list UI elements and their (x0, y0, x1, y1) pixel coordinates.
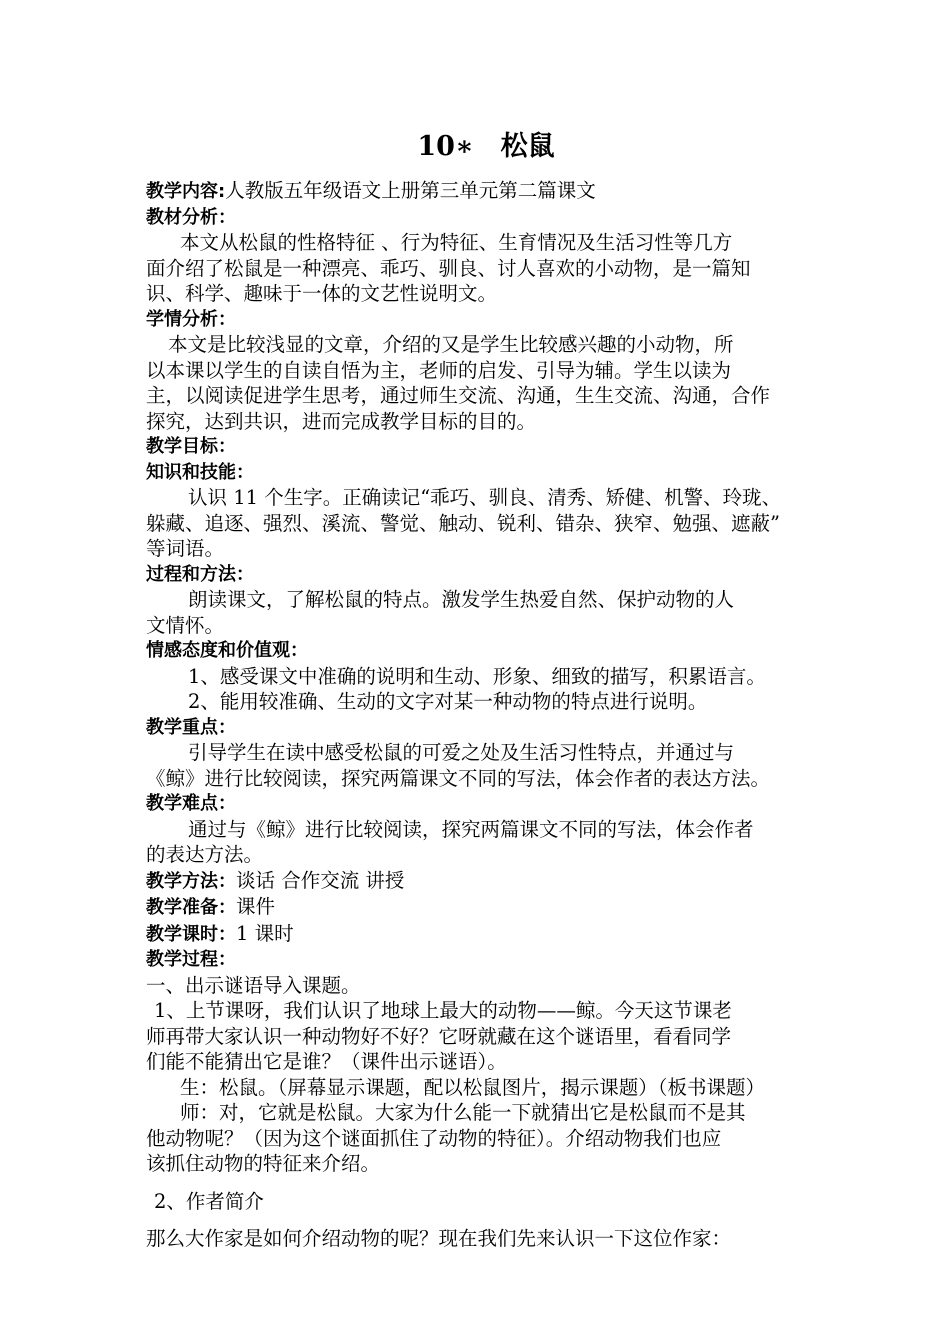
spacer (146, 1214, 826, 1226)
prep-value: 课件 (236, 895, 276, 918)
spacer (146, 1177, 826, 1189)
author-heading: 2、作者简介 (154, 1189, 264, 1213)
emotion-line: 1、感受课文中准确的说明和生动、形象、细致的描写，积累语言。 (188, 664, 766, 688)
emotion-heading: 情感态度和价值观： (146, 640, 308, 661)
process-heading: 过程和方法： (146, 563, 254, 585)
method-row (146, 868, 826, 895)
procedure-step: 一、出示谜语导入课题。 (146, 973, 361, 997)
knowledge-heading: 知识和技能： (146, 461, 254, 483)
teacher-line: 他动物呢？（因为这个谜面抓住了动物的特征）。介绍动物我们也应 (146, 1126, 722, 1150)
content-row (146, 178, 826, 205)
document-page (146, 130, 826, 1252)
knowledge-line: 躲藏、追逐、强烈、溪流、警觉、触动、锐利、错杂、狭窄、勉强、遮蔽” (146, 511, 780, 535)
process-line: 文情怀。 (146, 613, 225, 637)
student-heading: 学情分析： (146, 308, 236, 330)
author-intro: 那么大作家是如何介绍动物的呢？现在我们先来认识一下这位作家： (146, 1227, 732, 1250)
analysis-line: 面介绍了松鼠是一种漂亮、乖巧、驯良、讨人喜欢的小动物，是一篇知 (146, 256, 751, 280)
process-line: 朗读课文，了解松鼠的特点。激发学生热爱自然、保护动物的人 (188, 588, 735, 611)
analysis-heading: 教材分析： (146, 206, 236, 228)
analysis-line: 识、科学、趣味于一体的文艺性说明文。 (146, 282, 498, 305)
difficulty-line: 通过与《鲸》进行比较阅读，探究两篇课文不同的写法，体会作者 (188, 817, 754, 841)
teacher-line: 该抓住动物的特征来介绍。 (146, 1152, 381, 1175)
difficulty-heading: 教学难点： (146, 793, 236, 814)
student-answer: 生：松鼠。（屏幕显示课题，配以松鼠图片，揭示课题）（板书课题） (180, 1075, 766, 1099)
procedure-line: 1、上节课呀，我们认识了地球上最大的动物——鲸。今天这节课老 (154, 999, 732, 1022)
key-heading: 教学重点： (146, 716, 236, 738)
student-line: 主，以阅读促进学生思考，通过师生交流、沟通，生生交流、沟通，合作 (146, 384, 771, 407)
student-line: 以本课以学生的自读自悟为主，老师的启发、引导为辅。学生以读为 (146, 358, 732, 382)
content-label: 教学内容: (146, 181, 226, 202)
time-label: 教学课时： (146, 923, 236, 945)
student-line: 本文是比较浅显的文章，介绍的又是学生比较感兴趣的小动物，所 (168, 333, 734, 356)
content-value: 人教版五年级语文上册第三单元第二篇课文 (225, 179, 596, 202)
procedure-line: 们能不能猜出它是谁？（课件出示谜语）。 (146, 1050, 507, 1073)
key-line: 引导学生在读中感受松鼠的可爱之处及生活习性特点，并通过与 (188, 741, 735, 764)
knowledge-line: 等词语。 (146, 537, 225, 560)
teacher-line: 师：对，它就是松鼠。大家为什么能一下就猜出它是松鼠而不是其 (180, 1101, 746, 1124)
method-value: 谈话 合作交流 讲授 (236, 868, 405, 892)
knowledge-line: 认识 11 个生字。正确读记“乖巧、驯良、清秀、矫健、机警、玲珑、 (188, 486, 782, 509)
prep-label: 教学准备： (146, 897, 236, 918)
analysis-line: 本文从松鼠的性格特征 、行为特征、生育情况及生活习性等几方 (180, 231, 733, 254)
difficulty-line: 的表达方法。 (146, 843, 264, 866)
page-title: 10∗ 松鼠 (417, 131, 555, 162)
time-value: 1 课时 (236, 921, 294, 945)
procedure-heading: 教学过程： (146, 949, 236, 970)
procedure-line: 师再带大家认识一种动物好不好？它呀就藏在这个谜语里，看看同学 (146, 1024, 732, 1048)
method-label: 教学方法： (146, 870, 236, 892)
student-line: 探究，达到共识，进而完成教学目标的目的。 (146, 409, 537, 433)
goal-heading: 教学目标： (146, 436, 236, 457)
time-row (146, 921, 826, 948)
prep-row (146, 894, 826, 921)
key-line: 《鲸》进行比较阅读，探究两篇课文不同的写法，体会作者的表达方法。 (146, 766, 771, 790)
emotion-line: 2、能用较准确、生动的文字对某一种动物的特点进行说明。 (188, 690, 708, 713)
